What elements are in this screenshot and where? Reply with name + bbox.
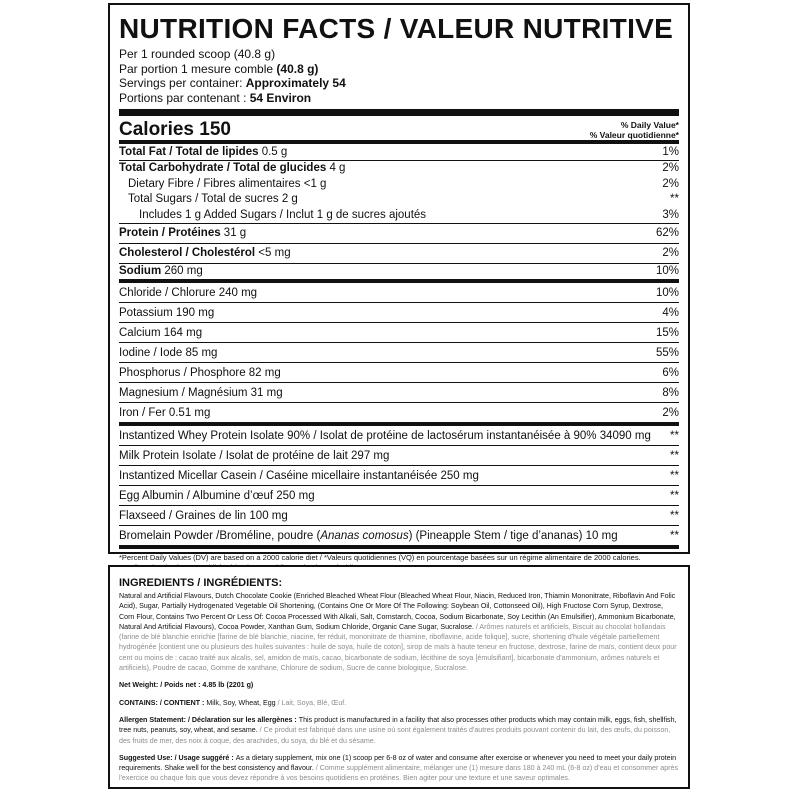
- nutrient-row-sugars: Total Sugars / Total de sucres 2 g **: [128, 193, 679, 206]
- blend-row-bromelain: Bromelain Powder /Broméline, poudre (Ananas comosus) (Pineapple Stem / tige d’ananas) 10 mg **: [119, 529, 679, 542]
- footnote-dv: *Percent Daily Values (DV) are based on a 2000 calorie diet / *Valeurs quotidiennes (VQ) en pourcentage basées sur un régime alimentaire de 2000 calories.: [119, 553, 641, 562]
- calories-row: [119, 116, 679, 140]
- mineral-row-phosphorus: Phosphorus / Phosphore 82 mg 6%: [119, 366, 679, 379]
- nutrient-row-cholesterol: Cholesterol / Cholestérol <5 mg 2%: [119, 247, 679, 259]
- net-weight: Net Weight: / Poids net : 4.85 lb (2201 g): [119, 681, 254, 690]
- nutrient-row-fibre: Dietary Fibre / Fibres alimentaires <1 g 2%: [128, 177, 679, 190]
- serving-size-en: Per 1 rounded scoop (40.8 g): [119, 47, 276, 61]
- servings-per-container-en: Servings per container: Approximately 54: [119, 76, 346, 90]
- nutrition-facts-title: NUTRITION FACTS / VALEUR NUTRITIVE: [119, 13, 674, 44]
- mineral-row-magnesium: Magnesium / Magnésium 31 mg 8%: [119, 386, 679, 399]
- mineral-row-potassium: Potassium 190 mg 4%: [119, 306, 679, 319]
- ingredients-title: INGREDIENTS / INGRÉDIENTS:: [119, 577, 283, 589]
- nutrition-facts-panel: [108, 3, 690, 562]
- allergen-statement: Allergen Statement: / Déclaration sur les allergènes : This product is manufactured in a facility that also processes other products which may contain milk, eggs, fish, shellfish, tree nuts, peanuts, soy, wheat, and sesame. / Ce produit est fabriqué dans une usine où sont également traités d'autres produits pouvant contenir du lait, des œufs, du poisson, des fruits de mer, des noix à coque, des arachides, du soya, du blé et du sésame.: [119, 715, 677, 745]
- serving-size-fr: Par portion 1 mesure comble (40.8 g): [119, 61, 319, 76]
- calories: Calories 150: [119, 119, 231, 140]
- blend-row-flaxseed: Flaxseed / Graines de lin 100 mg **: [119, 509, 679, 522]
- nutrient-row-sodium: Sodium 260 mg 10%: [119, 265, 679, 278]
- ingredients-panel: [108, 565, 690, 789]
- mineral-row-chloride: Chloride / Chlorure 240 mg 10%: [119, 286, 679, 299]
- servings-per-container-fr: Portions par contenant : 54 Environ: [119, 90, 312, 105]
- mineral-row-iron: Iron / Fer 0.51 mg 2%: [119, 406, 679, 419]
- nutrient-row-added-sugars: Includes 1 g Added Sugars / Inclut 1 g de sucres ajoutés 3%: [139, 208, 679, 221]
- ingredients-list: Natural and Artificial Flavours, Dutch Chocolate Cookie (Enriched Bleached Wheat Flour (Bleached Wheat Flour, Niacin, Reduced Iron, Thiamin Mononitrate, Riboflavin And Folic Acid), Sugar, Partially Hydrogenated Vegetable Oil Shortening, (Contains One Or More Of The Following: Soybean Oil, Cottonseed Oil), High Fructose Corn Syrup, Dextrose, Corn Flour, Contains Two Percent Or Less Of: Cocoa Processed With Alkali, Salt, Cornstarch, Cocoa, Sodium Bicarbonate, Soy Lecithin (An Emulsifier), Ammonium Bicarbonate, Natural And Artificial Flavours), Cocoa Powder, Xanthan Gum, Sodium Chloride, Organic Cane Sugar, Sucralose. / Arômes naturels et artificiels, Biscuit au chocolat hollandais (farine de blé blanchie enrichie [farine de blé blanchie, niacine, fer réduit, mononitrate de thiamine, riboflavine, acide folique], sucre, shortening d'huile végétale partiellement hydrogénée [contient une ou plusieurs des huiles suivantes : huile de soya, huile de coton], sirop de maïs à haute teneur en fructose, dextrose, farine de maïs, contient deux pour cent ou moins de : cacao traité aux alcalis, sel, amidon de maïs, cacao, bicarbonate de sodium, lécithine de soya [émulsifiant], bicarbonate d'ammonium, arômes naturels et artificiels), Poudre de cacao, Gomme de xanthane, Chlorure de sodium, Sucre de canne biologique, Sucralose.: [119, 592, 677, 673]
- nutrient-row-protein: Protein / Protéines 31 g 62%: [119, 227, 679, 239]
- nutrient-row-fat: Total Fat / Total de lipides 0.5 g 1%: [119, 145, 679, 158]
- nutrient-row-carbohydrate: Total Carbohydrate / Total de glucides 4 g 2%: [119, 162, 679, 175]
- mineral-row-iodine: Iodine / Iode 85 mg 55%: [119, 346, 679, 359]
- daily-value-header: % Daily Value* % Valeur quotidienne*: [589, 120, 679, 140]
- mineral-row-calcium: Calcium 164 mg 15%: [119, 326, 679, 339]
- blend-row-egg-albumin: Egg Albumin / Albumine d’œuf 250 mg **: [119, 489, 679, 502]
- contains-statement: CONTAINS: / CONTIENT : Milk, Soy, Wheat, Egg / Lait, Soya, Blé, Œuf.: [119, 698, 347, 707]
- blend-row-micellar-casein: Instantized Micellar Casein / Caséine micellaire instantanéisée 250 mg **: [119, 469, 679, 482]
- blend-row-milk-protein: Milk Protein Isolate / Isolat de protéine de lait 297 mg **: [119, 449, 679, 462]
- suggested-use: Suggested Use: / Usage suggéré : As a dietary supplement, mix one (1) scoop per 6-8 oz of water and consume after exercise or whenever you need to meet your daily protein requirements. Shake well for the best consistency and flavour. / Comme supplément alimentaire, mélanger une (1) mesure dans 180 à 240 mL (6-8 oz) d'eau et consommer après l'exercice ou chaque fois que vous devez répondre à vos besoins quotidiens en protéines. Bien agiter pour une texture et une saveur optimales.: [119, 753, 679, 783]
- blend-row-whey-isolate: Instantized Whey Protein Isolate 90% / Isolat de protéine de lactosérum instantanéisée à 90% 34090 mg **: [119, 429, 679, 442]
- serving-info: [119, 47, 679, 105]
